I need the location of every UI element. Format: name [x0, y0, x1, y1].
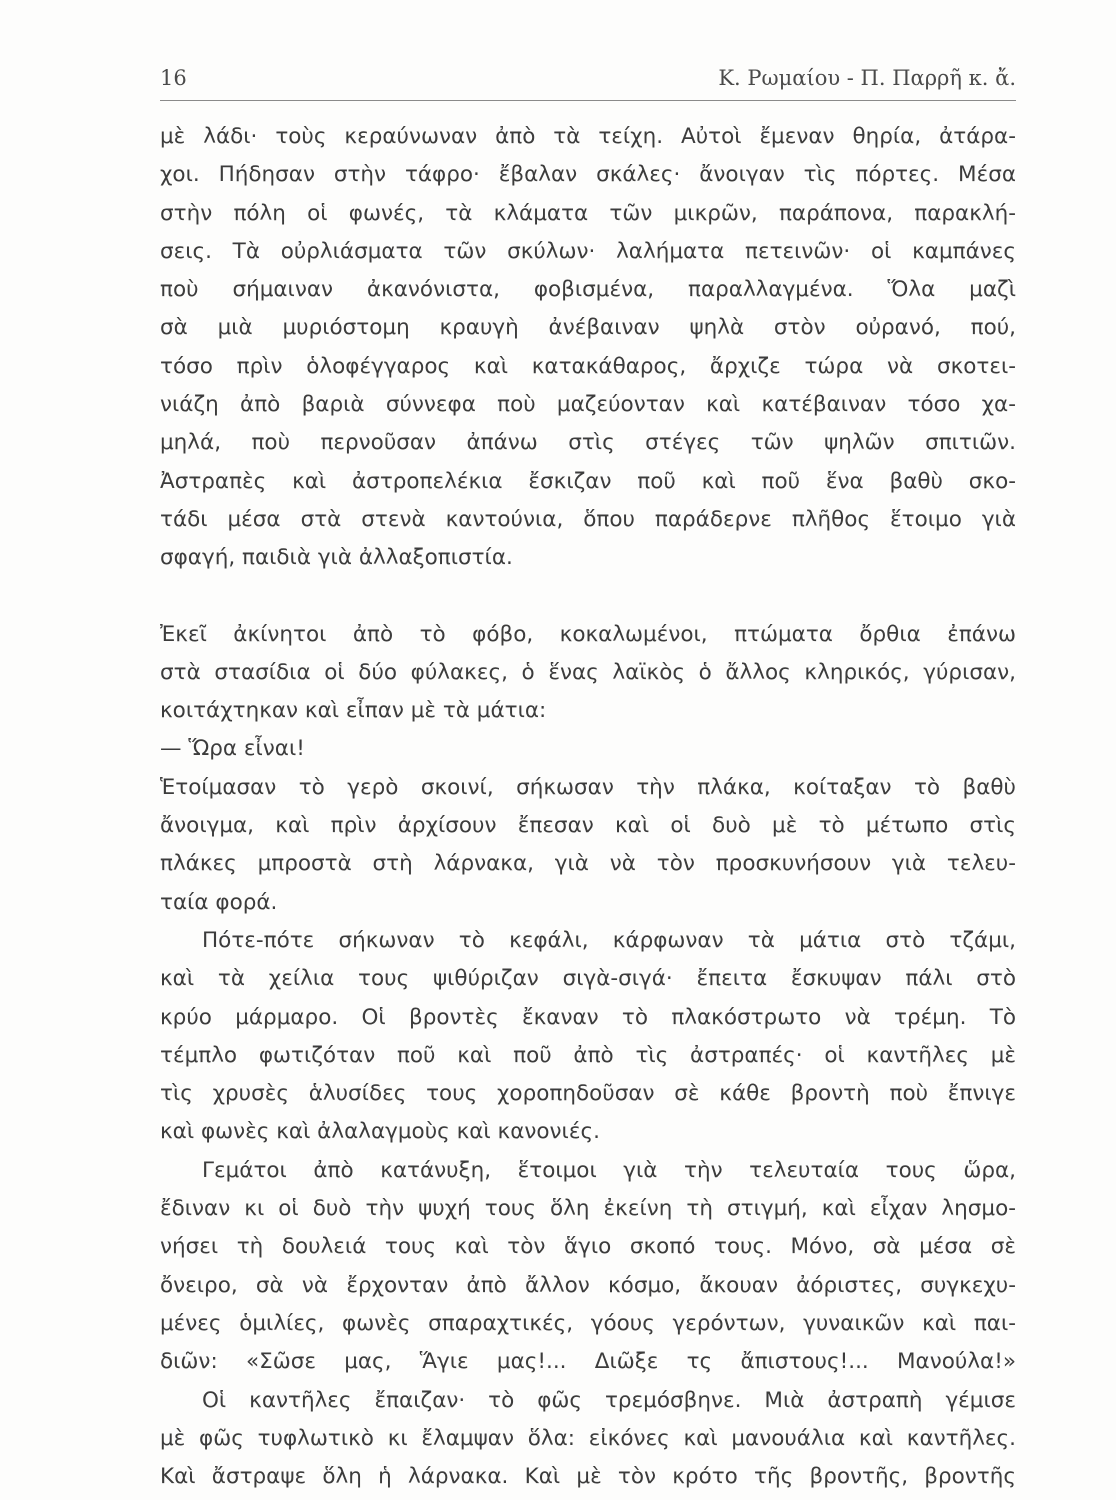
- text-line: διῶν: «Σῶσε μας, Ἅγιε μας!... Διῶξε τς ἄπιστους!... Μανούλα!»: [160, 1349, 1016, 1375]
- text-line: τάδι μέσα στὰ στενὰ καντούνια, ὅπου παράδερνε πλῆθος ἕτοιμο γιὰ: [160, 506, 1016, 532]
- text-line: Οἱ καντῆλες ἔπαιζαν· τὸ φῶς τρεμόσβηνε. Μιὰ ἀστραπὴ γέμισε: [202, 1387, 1016, 1413]
- text-line: μηλά, ποὺ περνοῦσαν ἀπάνω στὶς στέγες τῶν ψηλῶν σπιτιῶν.: [160, 430, 1016, 456]
- text-line: χοι. Πήδησαν στὴν τάφρο· ἔβαλαν σκάλες· ἄνοιγαν τὶς πόρτες. Μέσα: [160, 162, 1016, 188]
- text-line: Ἐκεῖ ἀκίνητοι ἀπὸ τὸ φόβο, κοκαλωμένοι, πτώματα ὄρθια ἐπάνω: [160, 621, 1016, 647]
- text-line: μένες ὁμιλίες, φωνὲς σπαραχτικές, γόους γερόντων, γυναικῶν καὶ παι-: [160, 1310, 1016, 1336]
- text-line: νήσει τὴ δουλειά τους καὶ τὸν ἅγιο σκοπό τους. Μόνο, σὰ μέσα σὲ: [160, 1234, 1016, 1260]
- text-line: Γεμάτοι ἀπὸ κατάνυξη, ἕτοιμοι γιὰ τὴν τελευταία τους ὥρα,: [202, 1157, 1016, 1183]
- page-number: 16: [160, 66, 187, 90]
- text-line: ἄνοιγμα, καὶ πρὶν ἀρχίσουν ἔπεσαν καὶ οἱ δυὸ μὲ τὸ μέτωπο στὶς: [160, 813, 1016, 839]
- text-line: Ἑτοίμασαν τὸ γερὸ σκοινί, σήκωσαν τὴν πλάκα, κοίταξαν τὸ βαθὺ: [160, 774, 1016, 800]
- text-line: ἔδιναν κι οἱ δυὸ τὴν ψυχή τους ὅλη ἐκείνη τὴ στιγμή, καὶ εἶχαν λησμο-: [160, 1196, 1016, 1222]
- text-line: κρύο μάρμαρο. Οἱ βροντὲς ἔκαναν τὸ πλακόστρωτο νὰ τρέμη. Τὸ: [160, 1004, 1016, 1030]
- text-line: ὄνειρο, σὰ νὰ ἔρχονταν ἀπὸ ἄλλον κόσμο, ἄκουαν ἀόριστες, συγκεχυ-: [160, 1272, 1016, 1298]
- section-gap: [160, 578, 1016, 616]
- text-line: στὰ στασίδια οἱ δύο φύλακες, ὁ ἕνας λαϊκὸς ὁ ἄλλος κληρικός, γύρισαν,: [160, 659, 1016, 685]
- text-line: σεις. Τὰ οὐρλιάσματα τῶν σκύλων· λαλήματα πετεινῶν· οἱ καμπάνες: [160, 238, 1016, 264]
- text-line: ταία φορά.: [160, 889, 278, 915]
- text-line: σὰ μιὰ μυριόστομη κραυγὴ ἀνέβαιναν ψηλὰ στὸν οὐρανό, πού,: [160, 315, 1016, 341]
- text-line: ποὺ σήμαιναν ἀκανόνιστα, φοβισμένα, παραλλαγμένα. Ὅλα μαζὶ: [160, 277, 1016, 303]
- text-line: τὶς χρυσὲς ἁλυσίδες τους χοροπηδοῦσαν σὲ κάθε βροντὴ ποὺ ἔπνιγε: [160, 1081, 1016, 1107]
- text-line: σφαγή, παιδιὰ γιὰ ἀλλαξοπιστία.: [160, 545, 513, 571]
- text-line: μὲ λάδι· τοὺς κεραύνωναν ἀπὸ τὰ τείχη. Αὐτοὶ ἔμεναν θηρία, ἀτάρα-: [160, 124, 1016, 149]
- page-header: [160, 66, 1016, 101]
- text-line: καὶ τὰ χείλια τους ψιθύριζαν σιγὰ-σιγά· ἔπειτα ἔσκυψαν πάλι στὸ: [160, 966, 1016, 992]
- text-line: τόσο πρὶν ὁλοφέγγαρος καὶ κατακάθαρος, ἄρχιζε τώρα νὰ σκοτει-: [160, 353, 1016, 379]
- dialogue-line: — Ὥρα εἶναι!: [160, 736, 305, 762]
- text-line: νιάζη ἀπὸ βαριὰ σύννεφα ποὺ μαζεύονταν καὶ κατέβαιναν τόσο χα-: [160, 392, 1016, 418]
- text-line: μὲ φῶς τυφλωτικὸ κι ἔλαμψαν ὅλα: εἰκόνες καὶ μανουάλια καὶ καντῆλες.: [160, 1425, 1016, 1451]
- text-line: πλάκες μπροστὰ στὴ λάρνακα, γιὰ νὰ τὸν προσκυνήσουν γιὰ τελευ-: [160, 851, 1016, 877]
- text-line: στὴν πόλη οἱ φωνές, τὰ κλάματα τῶν μικρῶν, παράπονα, παρακλή-: [160, 200, 1016, 226]
- running-head: Κ. Ρωμαίου - Π. Παρρῆ κ. ἄ.: [718, 66, 1016, 90]
- text-line: Ἀστραπὲς καὶ ἀστροπελέκια ἔσκιζαν ποῦ καὶ ποῦ ἕνα βαθὺ σκο-: [160, 468, 1016, 494]
- body-text: [160, 118, 1016, 1496]
- text-line: Καὶ ἄστραψε ὅλη ἡ λάρνακα. Καὶ μὲ τὸν κρότο τῆς βροντῆς, βροντῆς: [160, 1464, 1016, 1490]
- text-line: Πότε-πότε σήκωναν τὸ κεφάλι, κάρφωναν τὰ μάτια στὸ τζάμι,: [202, 927, 1016, 953]
- text-line: κοιτάχτηκαν καὶ εἶπαν μὲ τὰ μάτια:: [160, 698, 547, 724]
- text-line: τέμπλο φωτιζόταν ποῦ καὶ ποῦ ἀπὸ τὶς ἀστραπές· οἱ καντῆλες μὲ: [160, 1042, 1016, 1068]
- text-line: καὶ φωνὲς καὶ ἀλαλαγμοὺς καὶ κανονιές.: [160, 1119, 600, 1145]
